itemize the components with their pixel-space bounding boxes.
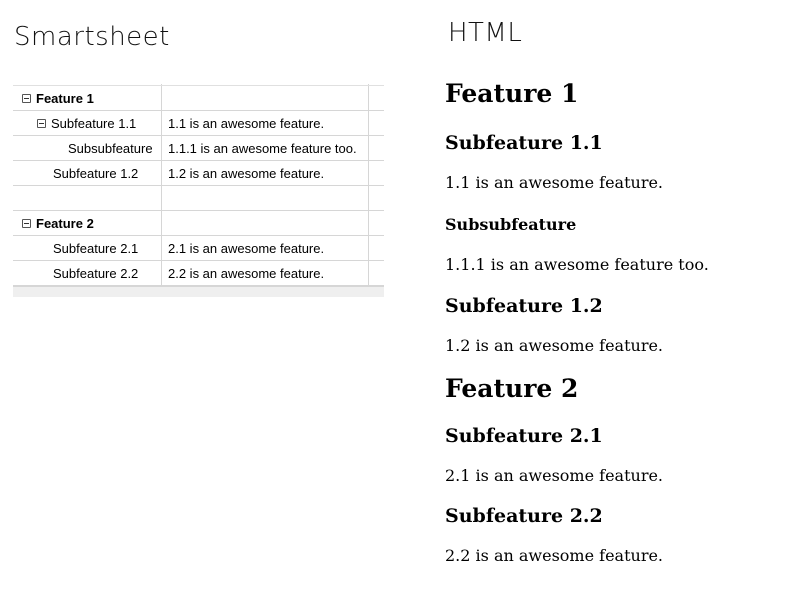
description-cell[interactable]	[162, 86, 369, 110]
table-row[interactable]	[13, 161, 384, 186]
text-subfeature-2-2: 2.2 is an awesome feature.	[445, 546, 664, 565]
grid-footer-bar	[13, 286, 384, 297]
heading-subfeature-1-1: Subfeature 1.1	[445, 132, 603, 154]
text-subfeature-1-1: 1.1 is an awesome feature.	[445, 173, 664, 192]
heading-subfeature-2-1: Subfeature 2.1	[445, 425, 603, 447]
description-cell[interactable]: 1.1.1 is an awesome feature too.	[162, 136, 369, 160]
empty-cell[interactable]	[369, 111, 384, 135]
table-row[interactable]	[13, 261, 384, 286]
primary-cell[interactable]	[13, 161, 162, 185]
text-subfeature-2-1: 2.1 is an awesome feature.	[445, 466, 664, 485]
table-row[interactable]	[13, 111, 384, 136]
heading-feature-1: Feature 1	[445, 79, 579, 108]
row-label: Subsubfeature	[68, 140, 153, 156]
description-cell[interactable]: 1.2 is an awesome feature.	[162, 161, 369, 185]
primary-cell[interactable]	[13, 111, 162, 135]
heading-subfeature-2-2: Subfeature 2.2	[445, 505, 603, 527]
row-label: Feature 1	[36, 90, 94, 106]
html-title: HTML	[448, 18, 523, 48]
table-row-blank[interactable]	[13, 186, 384, 211]
description-cell[interactable]: 2.1 is an awesome feature.	[162, 236, 369, 260]
heading-subsubfeature: Subsubfeature	[445, 215, 577, 234]
html-render	[445, 78, 785, 567]
empty-cell[interactable]	[369, 86, 384, 110]
primary-cell[interactable]	[13, 211, 162, 235]
description-cell[interactable]	[162, 211, 369, 235]
collapse-toggle-icon[interactable]	[37, 119, 46, 128]
table-row[interactable]	[13, 236, 384, 261]
empty-cell[interactable]	[369, 261, 384, 285]
description-cell[interactable]: 2.2 is an awesome feature.	[162, 261, 369, 285]
row-label: Subfeature 1.2	[53, 165, 139, 181]
smartsheet-title: Smartsheet	[14, 22, 170, 52]
description-cell[interactable]: 1.1 is an awesome feature.	[162, 111, 369, 135]
primary-cell[interactable]	[13, 86, 162, 110]
empty-cell[interactable]	[369, 236, 384, 260]
row-label: Subfeature 1.1	[51, 115, 137, 131]
empty-cell[interactable]	[369, 211, 384, 235]
collapse-toggle-icon[interactable]	[22, 219, 31, 228]
description-cell[interactable]	[162, 186, 369, 210]
empty-cell[interactable]	[369, 186, 384, 210]
text-subfeature-1-2: 1.2 is an awesome feature.	[445, 336, 664, 355]
heading-subfeature-1-2: Subfeature 1.2	[445, 295, 603, 317]
table-row[interactable]	[13, 211, 384, 236]
collapse-toggle-icon[interactable]	[22, 94, 31, 103]
empty-cell[interactable]	[369, 136, 384, 160]
text-subsubfeature: 1.1.1 is an awesome feature too.	[445, 255, 709, 274]
smartsheet-grid	[13, 84, 384, 297]
heading-feature-2: Feature 2	[445, 374, 579, 403]
row-label: Subfeature 2.2	[53, 265, 139, 281]
primary-cell[interactable]	[13, 261, 162, 285]
row-label: Subfeature 2.1	[53, 240, 139, 256]
primary-cell[interactable]	[13, 136, 162, 160]
primary-cell[interactable]	[13, 186, 162, 210]
table-row[interactable]	[13, 136, 384, 161]
row-label: Feature 2	[36, 215, 94, 231]
primary-cell[interactable]	[13, 236, 162, 260]
empty-cell[interactable]	[369, 161, 384, 185]
table-row[interactable]	[13, 86, 384, 111]
